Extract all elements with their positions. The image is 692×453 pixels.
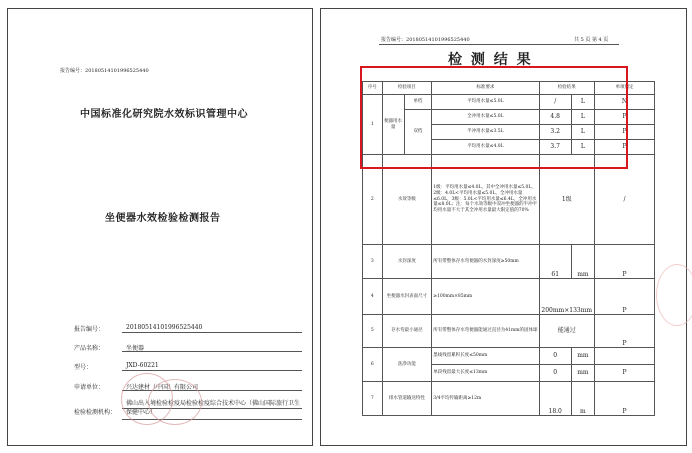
field-value-product: 坐便器 bbox=[126, 345, 145, 352]
official-seal-stamp bbox=[148, 379, 202, 425]
results-report-no-value: 20180514101996525440 bbox=[406, 37, 470, 43]
row-result: 200mm×133mm bbox=[539, 279, 594, 315]
center-name: 中国标准化研究院水效标识管理中心 bbox=[80, 109, 248, 120]
header-result: 检验结果 bbox=[539, 82, 594, 95]
row-unit: mm bbox=[571, 365, 594, 382]
row-verdict: P bbox=[594, 140, 654, 155]
row-result: 3.2 bbox=[539, 125, 571, 140]
row-verdict: P bbox=[594, 245, 654, 279]
row-unit: L bbox=[571, 125, 594, 140]
row-item: 存水弯最小通径 bbox=[382, 315, 432, 348]
header-rule bbox=[379, 44, 619, 45]
row-verdict: N bbox=[594, 95, 654, 110]
field-value-lab: 佛山出入境检验检疫局检验检疫综合技术中心（佛山国际旅行卫生保健中心） bbox=[126, 400, 301, 417]
row-subitem: 双档 bbox=[404, 110, 432, 155]
row-verdict: P bbox=[594, 382, 654, 416]
results-title: 检 测 结 果 bbox=[448, 52, 533, 68]
row-unit: m bbox=[571, 382, 594, 416]
field-underline bbox=[122, 351, 302, 352]
row-requirement: ≥100mm×85mm bbox=[432, 279, 539, 315]
report-title: 坐便器水效检验检测报告 bbox=[105, 213, 221, 224]
field-label-model: 型号： bbox=[74, 364, 93, 371]
report-cover-page bbox=[7, 8, 313, 446]
row-requirement: 全冲用水量≤5.0L bbox=[432, 110, 539, 125]
row-item: 坐便器水封表面尺寸 bbox=[382, 279, 432, 315]
row-no: 7 bbox=[363, 382, 383, 416]
row-requirement: 单段残留最大长度≤13mm bbox=[432, 365, 539, 382]
row-verdict: P bbox=[594, 315, 654, 348]
field-value-applicant: 兴达建材（中国）有限公司 bbox=[126, 384, 199, 391]
row-item: 洗净功能 bbox=[382, 348, 432, 382]
results-report-no-label: 报告编号： bbox=[381, 37, 407, 43]
table-row bbox=[363, 315, 655, 348]
row-unit: L bbox=[571, 95, 594, 110]
row-no: 2 bbox=[363, 155, 383, 245]
header-verdict: 单项判定 bbox=[594, 82, 654, 95]
row-unit: mm bbox=[571, 245, 594, 279]
cover-report-no-label: 报告编号： bbox=[60, 68, 86, 74]
row-requirement: 平均用水量≤4.0L bbox=[432, 140, 539, 155]
row-requirement: 1级：平均用水量≤4.0L，其中全冲用水量≤5.0L，2级：4.0L<平均用水量≤5.0L，全冲用水量≤6.0L，3级：5.0L<平均用水量≤6.4L，全冲用水量≤8.0L；注：每个水效等级中双冲坐便器的半冲平均用水量不大于其全冲用水量最大限定值的70% bbox=[432, 155, 539, 245]
header-item: 检验项目 bbox=[382, 82, 432, 95]
highlight-box bbox=[360, 66, 628, 169]
field-label-lab: 检验检测机构： bbox=[74, 409, 117, 416]
row-verdict bbox=[594, 348, 654, 365]
row-requirement: 所有带整体存水弯便器能通过直径为41mm的固体球 bbox=[432, 315, 539, 348]
row-result: / bbox=[539, 95, 571, 110]
row-no: 6 bbox=[363, 348, 383, 382]
row-requirement: 3/4平均传输距离≥12m bbox=[432, 382, 539, 416]
row-subitem: 单档 bbox=[404, 95, 432, 110]
table-row bbox=[363, 245, 655, 279]
row-item: 水效等级 bbox=[382, 155, 432, 245]
field-label-report-no: 报告编号： bbox=[74, 326, 105, 333]
row-no: 4 bbox=[363, 279, 383, 315]
cover-report-no bbox=[60, 67, 149, 74]
row-result: 61 bbox=[539, 245, 571, 279]
row-result: 3.7 bbox=[539, 140, 571, 155]
row-verdict: / bbox=[594, 155, 654, 245]
table-row bbox=[363, 279, 655, 315]
row-unit: mm bbox=[571, 348, 594, 365]
row-no: 5 bbox=[363, 315, 383, 348]
row-result: 0 bbox=[539, 365, 571, 382]
row-item: 便器用水量 bbox=[382, 95, 404, 155]
row-verdict: P bbox=[594, 279, 654, 315]
page-number: 共 5 页 第 4 页 bbox=[574, 37, 609, 43]
table-row bbox=[363, 382, 655, 416]
cover-report-no-value: 20180514101996525440 bbox=[85, 68, 149, 74]
row-result: 能通过 bbox=[539, 315, 594, 348]
row-unit: L bbox=[571, 110, 594, 125]
row-verdict: P bbox=[594, 110, 654, 125]
table-row bbox=[363, 348, 655, 365]
header-requirement: 标准要求 bbox=[432, 82, 539, 95]
row-verdict: P bbox=[594, 365, 654, 382]
row-unit: L bbox=[571, 140, 594, 155]
row-result: 18.0 bbox=[539, 382, 571, 416]
field-value-model: JXD-60221 bbox=[126, 362, 159, 369]
header-no: 序号 bbox=[363, 82, 383, 95]
row-requirement: 半冲用水量≤3.5L bbox=[432, 125, 539, 140]
row-requirement: 墨线残留累积长度≤50mm bbox=[432, 348, 539, 365]
row-verdict: P bbox=[594, 125, 654, 140]
field-underline bbox=[122, 332, 302, 333]
partial-seal-stamp bbox=[656, 264, 692, 326]
field-label-applicant: 申请单位： bbox=[74, 384, 105, 391]
row-result: 1级 bbox=[539, 155, 594, 245]
field-value-report-no: 20180514101996525440 bbox=[126, 324, 203, 331]
field-underline bbox=[122, 370, 302, 371]
row-requirement: 平均用水量≤5.0L bbox=[432, 95, 539, 110]
row-item: 水封深度 bbox=[382, 245, 432, 279]
row-result: 0 bbox=[539, 348, 571, 365]
row-no: 3 bbox=[363, 245, 383, 279]
row-no: 1 bbox=[363, 95, 383, 155]
field-label-product: 产品名称： bbox=[74, 345, 105, 352]
row-item: 排水管道输送特性 bbox=[382, 382, 432, 416]
row-result: 4.8 bbox=[539, 110, 571, 125]
row-requirement: 所有带整体存水弯便器的水封深度≥50mm bbox=[432, 245, 539, 279]
results-report-no bbox=[381, 36, 470, 43]
